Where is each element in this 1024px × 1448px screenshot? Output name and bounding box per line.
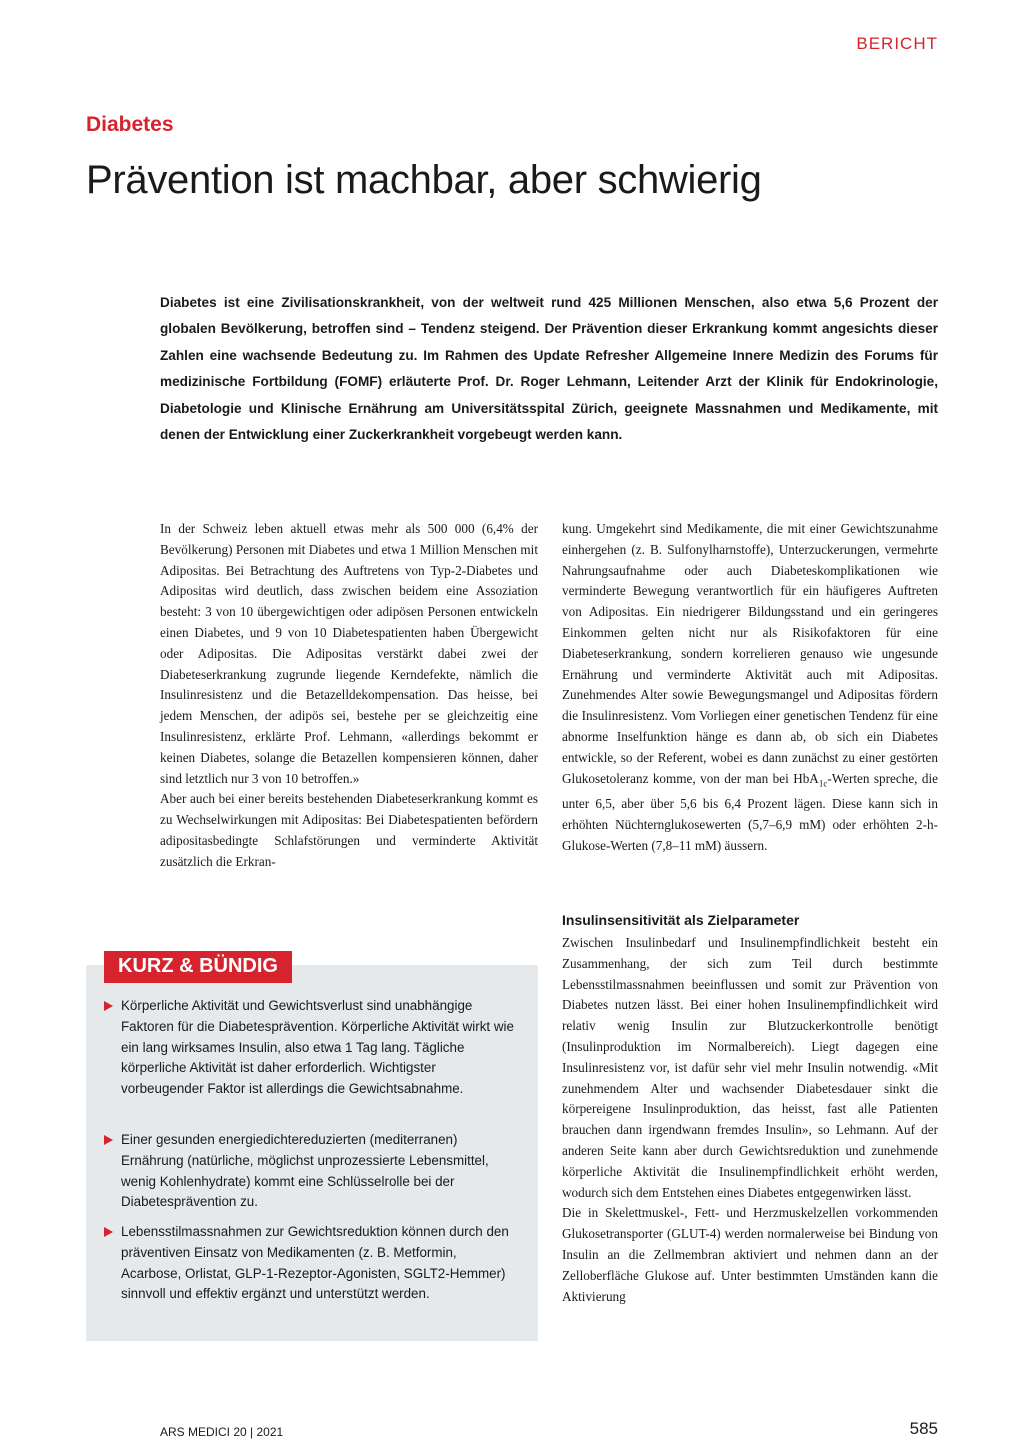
- summary-bullet-text: Lebensstilmassnahmen zur Gewichtsreduktion können durch den präventiven Einsatz von Medikamenten (z. B. Metformin, Acarbose, Orlistat, GLP-1-Rezeptor-Agonisten, SGLT2-Hemmer) sinnvoll und effektiv ergänzt und unterstützt werden.: [121, 1224, 509, 1302]
- right-column: [562, 519, 938, 856]
- summary-bullet: [104, 1130, 518, 1213]
- section-label: BERICHT: [856, 34, 938, 53]
- right-paragraph-1-part-b: -Werten spreche, die unter 6,5, aber über 5,6 bis 6,4 Prozent lägen. Diese kann sich in erhöhten Nüchternglukosewerten (5,7–6,9 mM) oder erhöhten 2-h-Glukose-Werten (7,8–11 mM) äussern.: [562, 770, 938, 853]
- article-title: Prävention ist machbar, aber schwierig: [86, 158, 762, 202]
- right-column-lower: [562, 933, 938, 1307]
- right-paragraph-1-part-a: kung. Umgekehrt sind Medikamente, die mit einer Gewichtszunahme einhergehen (z. B. Sulfonylharnstoffe), Unterzuckerungen, vermehrte Nahrungsaufnahme oder auch Diabeteskomplikationen wie verminderte Bewegung verantwortlich für ein häufigeres Auftreten von Adipositas. Ein niedrigerer Bildungsstand und ein geringeres Einkommen gelten nicht nur als Risikofaktoren für eine Diabeteserkrankung, sondern korrelieren genauso wie ungesunde Ernährung und verminderte Aktivität auch mit Adipositas. Zunehmendes Alter sowie Bewegungsmangel und Adipositas fördern die Insulinresistenz. Vom Vorliegen einer genetischen Tendenz für eine abnorme Inselfunktion hänge es dann ab, ob sich ein Diabetes entwickle, so der Referent, wobei es dann zunächst zu einer gestörten Glukosetoleranz komme, von der man bei HbA: [562, 521, 938, 786]
- summary-bullet-text: Einer gesunden energiedichtereduzierten (mediterranen) Ernährung (natürliche, möglichst unprozessierte Lebensmittel, wenig Kohlenhydrate) kommt eine Schlüsselrolle bei der Diabetesprävention zu.: [121, 1132, 489, 1210]
- right-paragraph-3: Die in Skelettmuskel-, Fett- und Herzmuskelzellen vorkommenden Glukosetransporter (GLUT-4) werden normalerweise bei Bindung von Insulin an die Zellmembran aktiviert und nehmen dann an der Zelloberfläche Glukose auf. Unter bestimmten Umständen kann die Aktivierung: [562, 1205, 938, 1304]
- bullet-arrow-icon: [104, 1001, 113, 1011]
- left-paragraph-2: Aber auch bei einer bereits bestehenden Diabeteserkrankung kommt es zu Wechselwirkungen mit Adipositas: Bei Diabetespatienten befördern adipositasbedingte Schlafstörungen und verminderte Aktivität zusätzlich die Erkran-: [160, 791, 538, 869]
- summary-bullet: [104, 1222, 518, 1305]
- footer-journal: ARS MEDICI 20 | 2021: [160, 1425, 284, 1439]
- summary-bullet: [104, 996, 518, 1100]
- page-number: 585: [909, 1419, 938, 1438]
- hba1c-subscript: 1c: [818, 778, 828, 789]
- left-column: [160, 519, 538, 873]
- section-subheading: Insulinsensitivität als Zielparameter: [562, 912, 800, 928]
- summary-bullet-text: Körperliche Aktivität und Gewichtsverlust sind unabhängige Faktoren für die Diabetesprävention. Körperliche Aktivität wirkt wie ein lang wirksames Insulin, also etwa 1 Tag lang. Tägliche körperliche Aktivität ist daher erforderlich. Wichtigster vorbeugender Faktor ist allerdings die Gewichtsabnahme.: [121, 998, 514, 1097]
- bullet-arrow-icon: [104, 1135, 113, 1145]
- article-kicker: Diabetes: [86, 113, 174, 136]
- left-paragraph-1: In der Schweiz leben aktuell etwas mehr als 500 000 (6,4% der Bevölkerung) Personen mit Diabetes und etwa 1 Million Menschen mit Adipositas. Bei Betrachtung des Auftretens von Typ-2-Diabetes und Adipositas wird deutlich, dass zwischen beidem eine Assoziation besteht: 3 von 10 übergewichtigen oder adipösen Personen entwickeln einen Diabetes, und 9 von 10 Diabetespatienten haben Übergewicht oder Adipositas. Die Adipositas verstärkt dabei zwei der Diabeteserkrankung zugrunde liegende Kerndefekte, nämlich die Insulinresistenz und die Betazelldekompensation. Das heisse, bei jedem Menschen, der adipös sei, bestehe per se gleichzeitig eine Insulinresistenz, erklärte Prof. Lehmann, «allerdings bekommt er keinen Diabetes, solange die Betazellen kompensieren können, daher sind letztlich nur 3 von 10 betroffen.»: [160, 521, 538, 786]
- article-lead: Diabetes ist eine Zivilisationskrankheit, von der weltweit rund 425 Millionen Menschen, also etwa 5,6 Prozent der globalen Bevölkerung, betroffen sind – Tendenz steigend. Der Prävention dieser Erkrankung kommt angesichts dieser Zahlen eine wachsende Bedeutung zu. Im Rahmen des Update Refresher Allgemeine Innere Medizin des Forums für medizinische Fortbildung (FOMF) erläuterte Prof. Dr. Roger Lehmann, Leitender Arzt der Klinik für Endokrinologie, Diabetologie und Klinische Ernährung am Universitätsspital Zürich, geeignete Massnahmen und Medikamente, mit denen der Entwicklung einer Zuckerkrankheit vorgebeugt werden kann.: [160, 295, 938, 443]
- right-paragraph-1: [562, 519, 938, 856]
- bullet-arrow-icon: [104, 1227, 113, 1237]
- right-paragraph-2: Zwischen Insulinbedarf und Insulinempfindlichkeit besteht ein Zusammenhang, der sich zum Teil durch bestimmte Lebensstilmassnahmen beeinflussen und somit zur Prävention von Diabetes nutzen lässt. Bei einer hohen Insulinempfindlichkeit wird relativ wenig Insulin zur Blutzuckerkontrolle benötigt (Insulinproduktion im Normalbereich). Liegt dagegen eine Insulinresistenz vor, ist dafür sehr viel mehr Insulin notwendig. «Mit zunehmendem Alter und wachsender Diabetesdauer sinkt die körpereigene Insulinproduktion, das heisst, fast alle Patienten brauchen dann irgendwann fremdes Insulin», so Lehmann. Auf der anderen Seite kann aber durch Gewichtsreduktion und zunehmende körperliche Aktivität die Insulinempfindlichkeit erhöht werden, wodurch sich dem Entstehen eines Diabetes entgegenwirken lässt.: [562, 935, 938, 1200]
- summary-box-title: KURZ & BÜNDIG: [104, 951, 292, 983]
